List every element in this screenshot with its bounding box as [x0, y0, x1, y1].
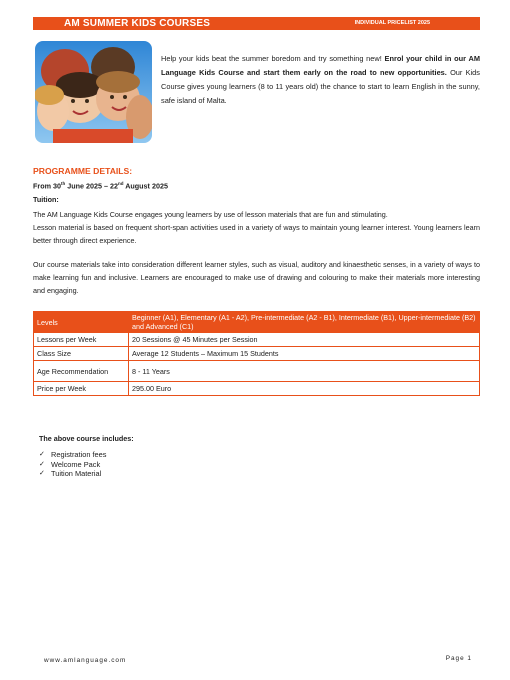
tuition-paragraph-3: Our course materials take into consideration different learner styles, such as visual, auditory and kinaesthetic senses, in a variety of ways to make learning fun and inclusive. Learners are encouraged to make use of drawing and colouring to make their materials more interesting and engaging.	[33, 260, 480, 295]
footer-website: www.amlanguage.com	[44, 657, 127, 664]
programme-dates	[33, 181, 168, 190]
list-item	[39, 460, 106, 470]
table-row	[34, 361, 480, 382]
table-cell-label: Levels	[34, 312, 129, 333]
table-cell-label: Age Recommendation	[34, 361, 129, 382]
header-subtitle: INDIVIDUAL PRICELIST 2025	[354, 20, 430, 26]
table-cell-value: Beginner (A1), Elementary (A1 - A2), Pre-intermediate (A2 - B1), Intermediate (B1), Upper-intermediate (B2) and Advanced (C1)	[129, 312, 480, 333]
footer-page-number: Page 1	[445, 655, 472, 662]
programme-title: PROGRAMME DETAILS:	[33, 166, 133, 176]
price-table	[33, 311, 480, 396]
table-row	[34, 347, 480, 361]
includes-list	[39, 450, 106, 479]
check-icon: ✓	[39, 451, 45, 458]
table-row	[34, 333, 480, 347]
list-item-label: Registration fees	[51, 450, 107, 459]
kids-photo-illustration	[35, 41, 152, 143]
date-from-suffix: th	[60, 181, 66, 186]
table-cell-value: 8 - 11 Years	[129, 361, 480, 382]
table-cell-label: Lessons per Week	[34, 333, 129, 347]
list-item-label: Tuition Material	[51, 469, 102, 478]
tuition-paragraph-2: Lesson material is based on frequent short-span activities used in a variety of ways to maintain young learner interest. Young learners learn better through direct experience.	[33, 223, 480, 245]
table-cell-value: 295.00 Euro	[129, 382, 480, 396]
kids-photo	[35, 41, 152, 143]
date-end: August 2025	[123, 181, 168, 191]
table-cell-value: 20 Sessions @ 45 Minutes per Session	[129, 333, 480, 347]
header-title: AM SUMMER KIDS COURSES	[64, 18, 211, 29]
table-cell-value: Average 12 Students – Maximum 15 Students	[129, 347, 480, 361]
intro-paragraph	[161, 52, 480, 108]
date-from: From 30	[33, 181, 61, 191]
check-icon: ✓	[39, 470, 45, 477]
includes-title: The above course includes:	[39, 434, 134, 443]
tuition-paragraph-1: The AM Language Kids Course engages young learners by use of lesson materials that are fun and stimulating.	[33, 210, 388, 219]
date-to-suffix: nd	[117, 181, 124, 186]
table-cell-label: Class Size	[34, 347, 129, 361]
table-row	[34, 312, 480, 333]
list-item-label: Welcome Pack	[51, 459, 101, 469]
intro-text-bold: Enrol your child in our AM Language Kids Course and start them early on the road to new opportunities.	[161, 54, 481, 77]
intro-text-1: Help your kids beat the summer boredom and try something new!	[161, 54, 385, 63]
intro-text-2: Our Kids Course gives young learners (8 to 11 years old) the chance to start to learn English in the sunny, safe island of Malta.	[161, 68, 480, 105]
table-cell-label: Price per Week	[34, 382, 129, 396]
header-bar	[33, 17, 480, 30]
check-icon: ✓	[39, 460, 45, 468]
list-item	[39, 469, 106, 479]
table-row	[34, 382, 480, 396]
list-item	[39, 450, 106, 460]
date-middle: June 2025 – 22	[65, 181, 118, 191]
tuition-label: Tuition:	[33, 195, 59, 204]
